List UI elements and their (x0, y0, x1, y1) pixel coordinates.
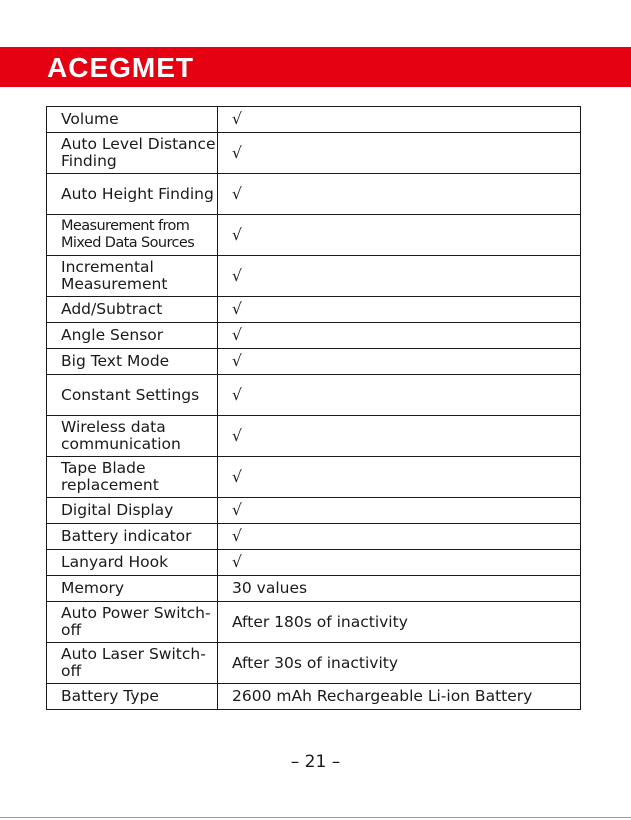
feature-cell: Memory (47, 576, 218, 602)
table-row (47, 550, 581, 576)
feature-cell: Measurement from Mixed Data Sources (47, 215, 218, 256)
value-cell: √ (218, 323, 581, 349)
table-row (47, 215, 581, 256)
value-cell: √ (218, 416, 581, 457)
feature-cell: Auto Power Switch-off (47, 602, 218, 643)
value-cell: 30 values (218, 576, 581, 602)
feature-cell: Add/Subtract (47, 297, 218, 323)
feature-cell: Digital Display (47, 498, 218, 524)
feature-cell: Volume (47, 107, 218, 133)
value-cell: √ (218, 457, 581, 498)
feature-cell: Wireless data communication (47, 416, 218, 457)
table-row (47, 684, 581, 710)
table-row (47, 349, 581, 375)
feature-cell: Auto Level Distance Finding (47, 133, 218, 174)
table-row (47, 457, 581, 498)
table-row (47, 524, 581, 550)
table-row (47, 297, 581, 323)
value-cell: 2600 mAh Rechargeable Li-ion Battery (218, 684, 581, 710)
table-row (47, 643, 581, 684)
table-row (47, 576, 581, 602)
value-cell: √ (218, 256, 581, 297)
table-row (47, 133, 581, 174)
value-cell: √ (218, 215, 581, 256)
value-cell: After 180s of inactivity (218, 602, 581, 643)
value-cell: √ (218, 524, 581, 550)
brand-header-bar (0, 47, 631, 87)
feature-cell: Battery indicator (47, 524, 218, 550)
value-cell: After 30s of inactivity (218, 643, 581, 684)
bottom-divider (0, 817, 631, 818)
feature-cell: Lanyard Hook (47, 550, 218, 576)
value-cell: √ (218, 107, 581, 133)
value-cell: √ (218, 550, 581, 576)
table-row (47, 107, 581, 133)
feature-cell: Battery Type (47, 684, 218, 710)
feature-cell: Big Text Mode (47, 349, 218, 375)
feature-cell: Auto Height Finding (47, 174, 218, 215)
value-cell: √ (218, 297, 581, 323)
table-row (47, 323, 581, 349)
page-number: – 21 – (290, 752, 341, 772)
table-row (47, 498, 581, 524)
feature-cell: Angle Sensor (47, 323, 218, 349)
table-row (47, 602, 581, 643)
value-cell: √ (218, 375, 581, 416)
specifications-table (46, 106, 581, 710)
table-row (47, 174, 581, 215)
feature-cell: Auto Laser Switch-off (47, 643, 218, 684)
table-row (47, 416, 581, 457)
feature-cell: Incremental Measurement (47, 256, 218, 297)
value-cell: √ (218, 133, 581, 174)
value-cell: √ (218, 498, 581, 524)
value-cell: √ (218, 174, 581, 215)
feature-cell: Tape Blade replacement (47, 457, 218, 498)
brand-logo-text: ACEGMET (47, 52, 194, 83)
feature-cell: Constant Settings (47, 375, 218, 416)
table-row (47, 375, 581, 416)
value-cell: √ (218, 349, 581, 375)
table-row (47, 256, 581, 297)
